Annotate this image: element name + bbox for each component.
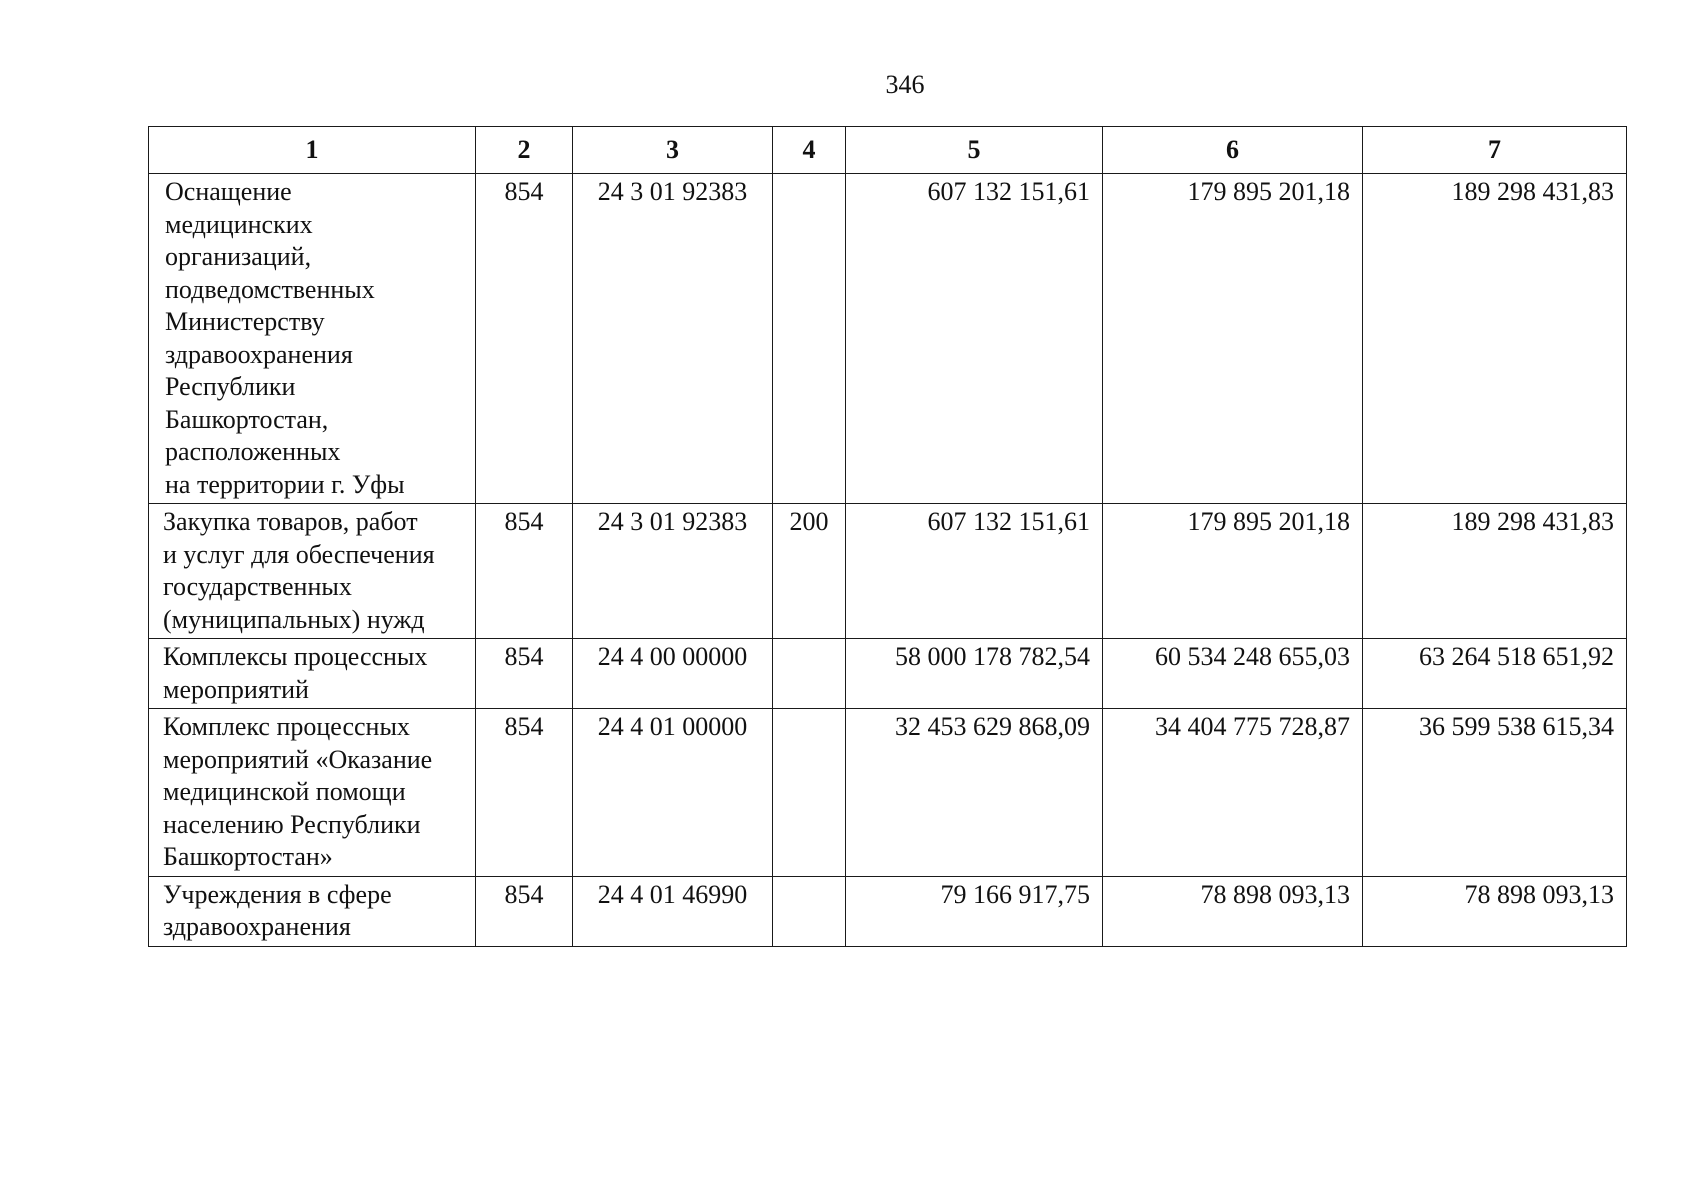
table-row	[149, 876, 1627, 946]
row-col6: 60 534 248 655,03	[1103, 639, 1363, 709]
row-col5: 32 453 629 868,09	[846, 709, 1103, 877]
header-col-1: 1	[149, 127, 476, 174]
row-col6: 34 404 775 728,87	[1103, 709, 1363, 877]
header-col-7: 7	[1363, 127, 1627, 174]
table-header	[149, 127, 1627, 174]
row-col4	[773, 639, 846, 709]
table-row	[149, 504, 1627, 639]
row-col2: 854	[476, 504, 573, 639]
row-col5: 607 132 151,61	[846, 174, 1103, 504]
row-col4: 200	[773, 504, 846, 639]
row-col3: 24 4 01 00000	[573, 709, 773, 877]
row-col3: 24 4 01 46990	[573, 876, 773, 946]
row-col7: 78 898 093,13	[1363, 876, 1627, 946]
page-number: 346	[885, 70, 925, 99]
row-col7: 63 264 518 651,92	[1363, 639, 1627, 709]
row-name: Комплекс процессных мероприятий «Оказание медицинской помощи населению Республики Башкортостан»	[149, 709, 476, 877]
row-col4	[773, 709, 846, 877]
row-col5: 607 132 151,61	[846, 504, 1103, 639]
row-col3: 24 3 01 92383	[573, 174, 773, 504]
row-col7: 189 298 431,83	[1363, 504, 1627, 639]
row-name: Комплексы процессных мероприятий	[149, 639, 476, 709]
row-col4	[773, 876, 846, 946]
row-col3: 24 3 01 92383	[573, 504, 773, 639]
row-col2: 854	[476, 876, 573, 946]
header-col-3: 3	[573, 127, 773, 174]
row-col6: 78 898 093,13	[1103, 876, 1363, 946]
row-col4	[773, 174, 846, 504]
row-col6: 179 895 201,18	[1103, 174, 1363, 504]
row-col6: 179 895 201,18	[1103, 504, 1363, 639]
table-row	[149, 639, 1627, 709]
row-col5: 58 000 178 782,54	[846, 639, 1103, 709]
budget-table	[148, 126, 1627, 947]
header-col-4: 4	[773, 127, 846, 174]
table-body	[149, 174, 1627, 947]
header-col-2: 2	[476, 127, 573, 174]
row-col2: 854	[476, 174, 573, 504]
row-col2: 854	[476, 709, 573, 877]
row-col7: 36 599 538 615,34	[1363, 709, 1627, 877]
row-name: Закупка товаров, работ и услуг для обеспечения государственных (муниципальных) нужд	[149, 504, 476, 639]
header-row	[149, 127, 1627, 174]
row-col3: 24 4 00 00000	[573, 639, 773, 709]
row-name: Учреждения в сфере здравоохранения	[149, 876, 476, 946]
header-col-6: 6	[1103, 127, 1363, 174]
header-col-5: 5	[846, 127, 1103, 174]
row-col5: 79 166 917,75	[846, 876, 1103, 946]
row-col2: 854	[476, 639, 573, 709]
table-row	[149, 709, 1627, 877]
table-row	[149, 174, 1627, 504]
row-col7: 189 298 431,83	[1363, 174, 1627, 504]
row-name: Оснащение медицинских организаций, подведомственных Министерству здравоохранения Республики Башкортостан, расположенных на территории г. Уфы	[149, 174, 476, 504]
